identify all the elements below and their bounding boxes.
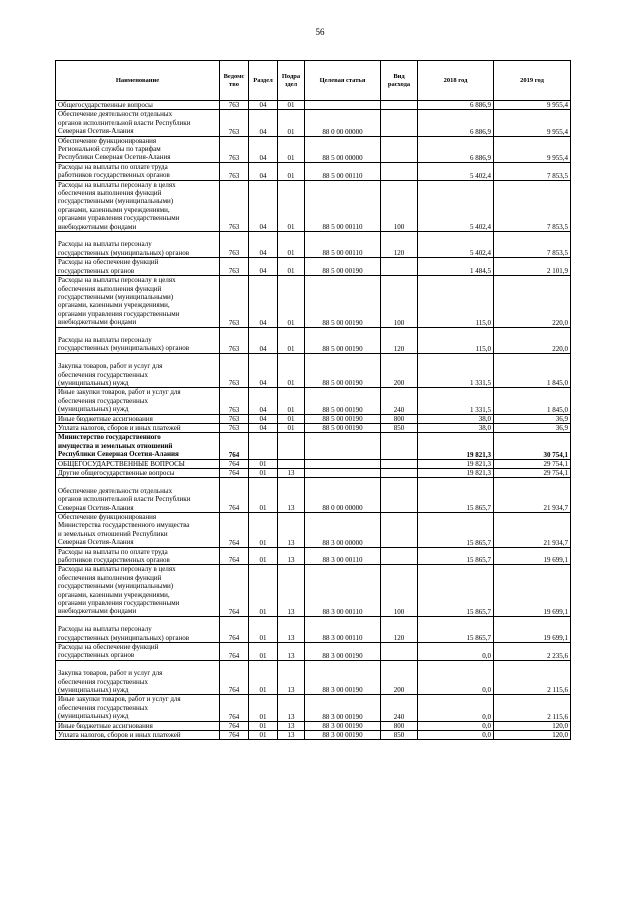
row-name: Расходы на выплаты по оплате труда работников государственных органов	[56, 547, 220, 565]
row-value-2019: 21 934,7	[494, 512, 571, 547]
row-expense-type	[381, 258, 418, 276]
table-row	[56, 388, 571, 414]
row-value-2019: 2 235,6	[494, 643, 571, 661]
row-subsection: 01	[278, 327, 305, 353]
table-row	[56, 643, 571, 661]
row-target-item: 88 0 00 00000	[305, 478, 381, 513]
row-target-item: 88 5 00 00190	[305, 423, 381, 432]
table-row	[56, 565, 571, 616]
table-row	[56, 478, 571, 513]
table-body	[56, 101, 571, 740]
row-expense-type	[381, 478, 418, 513]
row-section: 01	[249, 660, 278, 695]
row-subsection: 01	[278, 353, 305, 388]
table-row	[56, 276, 571, 327]
row-value-2018: 38,0	[418, 414, 494, 423]
row-value-2019: 19 699,1	[494, 616, 571, 642]
row-target-item: 88 3 00 00190	[305, 695, 381, 721]
row-target-item: 88 3 00 00000	[305, 512, 381, 547]
row-target-item: 88 3 00 00190	[305, 731, 381, 740]
row-department: 764	[220, 459, 249, 468]
row-department: 764	[220, 433, 249, 459]
row-subsection: 01	[278, 162, 305, 180]
row-name: Расходы на выплаты персоналу государственных (муниципальных) органов	[56, 327, 220, 353]
table-row	[56, 731, 571, 740]
row-expense-type	[381, 547, 418, 565]
row-section: 04	[249, 232, 278, 258]
table-row	[56, 162, 571, 180]
row-target-item: 88 0 00 00000	[305, 110, 381, 136]
row-subsection: 01	[278, 423, 305, 432]
row-value-2019: 120,0	[494, 731, 571, 740]
row-value-2019: 19 699,1	[494, 547, 571, 565]
row-subsection: 01	[278, 258, 305, 276]
row-section: 01	[249, 695, 278, 721]
row-name: Иные бюджетные ассигнования	[56, 414, 220, 423]
row-value-2019: 21 934,7	[494, 478, 571, 513]
row-value-2019: 9 955,4	[494, 101, 571, 110]
row-target-item: 88 3 00 00110	[305, 565, 381, 616]
header-subsection: Подра здел	[278, 61, 305, 101]
row-name: Другие общегосударственные вопросы	[56, 468, 220, 477]
row-name: Обеспечение деятельности отдельных органов исполнительной власти Республики Северная Осетия-Алания	[56, 478, 220, 513]
row-department: 763	[220, 232, 249, 258]
table-row	[56, 616, 571, 642]
header-year-2019: 2019 год	[494, 61, 571, 101]
row-section: 01	[249, 643, 278, 661]
row-target-item: 88 5 00 00190	[305, 388, 381, 414]
row-expense-type: 240	[381, 695, 418, 721]
row-target-item: 88 5 00 00190	[305, 353, 381, 388]
row-subsection: 01	[278, 276, 305, 327]
row-department: 763	[220, 327, 249, 353]
row-subsection: 13	[278, 731, 305, 740]
row-department: 763	[220, 162, 249, 180]
row-name: Обеспечение функционирования Региональной службы по тарифам Республики Северная Осетия-Алания	[56, 136, 220, 162]
row-section: 01	[249, 459, 278, 468]
row-value-2018: 38,0	[418, 423, 494, 432]
row-value-2019: 29 754,1	[494, 459, 571, 468]
row-value-2019: 1 845,0	[494, 388, 571, 414]
table-row	[56, 547, 571, 565]
row-value-2019: 30 754,1	[494, 433, 571, 459]
row-name: Обеспечение деятельности отдельных органов исполнительной власти Республики Северная Осетия-Алания	[56, 110, 220, 136]
row-expense-type: 200	[381, 660, 418, 695]
row-section: 01	[249, 512, 278, 547]
table-row	[56, 721, 571, 730]
table-header-row	[56, 61, 571, 101]
row-department: 764	[220, 468, 249, 477]
row-section: 01	[249, 478, 278, 513]
row-value-2018: 0,0	[418, 643, 494, 661]
row-subsection: 01	[278, 414, 305, 423]
table-row	[56, 136, 571, 162]
row-value-2018: 1 331,5	[418, 353, 494, 388]
row-target-item: 88 3 00 00190	[305, 660, 381, 695]
row-subsection: 01	[278, 180, 305, 231]
table-row	[56, 232, 571, 258]
row-name: Расходы на выплаты по оплате труда работников государственных органов	[56, 162, 220, 180]
row-target-item: 88 5 00 00190	[305, 327, 381, 353]
row-section: 04	[249, 258, 278, 276]
row-target-item: 88 5 00 00190	[305, 276, 381, 327]
row-value-2019: 220,0	[494, 327, 571, 353]
row-value-2018: 6 886,9	[418, 110, 494, 136]
row-value-2019: 7 853,5	[494, 180, 571, 231]
row-expense-type	[381, 433, 418, 459]
row-subsection: 13	[278, 512, 305, 547]
row-value-2019: 2 115,6	[494, 695, 571, 721]
row-expense-type: 120	[381, 327, 418, 353]
row-department: 764	[220, 478, 249, 513]
table-row	[56, 353, 571, 388]
row-value-2019: 9 955,4	[494, 110, 571, 136]
row-subsection: 13	[278, 695, 305, 721]
row-subsection: 13	[278, 643, 305, 661]
row-value-2018: 1 484,5	[418, 258, 494, 276]
row-subsection: 01	[278, 388, 305, 414]
row-expense-type: 100	[381, 180, 418, 231]
row-department: 763	[220, 180, 249, 231]
row-target-item	[305, 101, 381, 110]
row-subsection: 13	[278, 660, 305, 695]
row-name: Уплата налогов, сборов и иных платежей	[56, 423, 220, 432]
row-expense-type	[381, 110, 418, 136]
row-target-item	[305, 433, 381, 459]
row-expense-type: 120	[381, 616, 418, 642]
row-value-2018: 0,0	[418, 660, 494, 695]
row-section: 01	[249, 547, 278, 565]
row-department: 764	[220, 512, 249, 547]
table-row	[56, 180, 571, 231]
row-name: Расходы на выплаты персоналу в целях обеспечения выполнения функций государственными (муниципальными) органами, казенными учреждениями, органами управления государственными внебюджетными фондами	[56, 276, 220, 327]
row-expense-type	[381, 101, 418, 110]
row-subsection	[278, 433, 305, 459]
table-row	[56, 695, 571, 721]
row-target-item: 88 5 00 00190	[305, 414, 381, 423]
row-name: Расходы на выплаты персоналу государственных (муниципальных) органов	[56, 616, 220, 642]
table-row	[56, 433, 571, 459]
row-department: 764	[220, 695, 249, 721]
header-target-item: Целевая статья	[305, 61, 381, 101]
row-section: 04	[249, 136, 278, 162]
row-target-item	[305, 468, 381, 477]
row-name: Иные закупки товаров, работ и услуг для обеспечения государственных (муниципальных) нужд	[56, 388, 220, 414]
row-name: Расходы на выплаты персоналу государственных (муниципальных) органов	[56, 232, 220, 258]
row-subsection: 13	[278, 616, 305, 642]
row-name: Закупка товаров, работ и услуг для обеспечения государственных (муниципальных) нужд	[56, 353, 220, 388]
row-value-2018: 1 331,5	[418, 388, 494, 414]
row-expense-type	[381, 643, 418, 661]
table-row	[56, 258, 571, 276]
row-expense-type: 240	[381, 388, 418, 414]
row-department: 763	[220, 101, 249, 110]
row-section: 01	[249, 616, 278, 642]
row-value-2018: 19 821,3	[418, 433, 494, 459]
row-name: Министерство государственного имущества и земельных отношений Республики Северная Осетия-Алания	[56, 433, 220, 459]
row-value-2018: 0,0	[418, 695, 494, 721]
row-department: 763	[220, 423, 249, 432]
row-section: 04	[249, 110, 278, 136]
row-value-2018: 0,0	[418, 721, 494, 730]
row-target-item: 88 5 00 00110	[305, 162, 381, 180]
row-target-item: 88 3 00 00190	[305, 643, 381, 661]
row-subsection: 01	[278, 101, 305, 110]
row-section: 01	[249, 731, 278, 740]
row-value-2018: 15 865,7	[418, 547, 494, 565]
row-value-2019: 2 115,6	[494, 660, 571, 695]
row-expense-type: 100	[381, 565, 418, 616]
row-name: Обеспечение функционирования Министерства государственного имущества и земельных отношений Республики Северная Осетия-Алания	[56, 512, 220, 547]
row-section: 01	[249, 721, 278, 730]
row-department: 764	[220, 616, 249, 642]
header-expense-type: Вид расхода	[381, 61, 418, 101]
table-row	[56, 423, 571, 432]
row-value-2019: 7 853,5	[494, 232, 571, 258]
row-department: 763	[220, 276, 249, 327]
row-expense-type	[381, 512, 418, 547]
row-section: 04	[249, 353, 278, 388]
row-target-item: 88 5 00 00190	[305, 258, 381, 276]
row-name: Расходы на обеспечение функций государственных органов	[56, 258, 220, 276]
table-row	[56, 512, 571, 547]
row-target-item: 88 5 00 00110	[305, 232, 381, 258]
header-name: Наименование	[56, 61, 220, 101]
row-department: 763	[220, 110, 249, 136]
row-section	[249, 433, 278, 459]
row-value-2019: 36,9	[494, 414, 571, 423]
row-section: 04	[249, 327, 278, 353]
row-value-2018: 15 865,7	[418, 512, 494, 547]
row-value-2018: 19 821,3	[418, 468, 494, 477]
row-name: Расходы на выплаты персоналу в целях обеспечения выполнения функций государственными (муниципальными) органами, казенными учреждениями, органами управления государственными внебюджетными фондами	[56, 565, 220, 616]
row-target-item: 88 3 00 00190	[305, 721, 381, 730]
row-value-2018: 5 402,4	[418, 232, 494, 258]
row-value-2018: 15 865,7	[418, 565, 494, 616]
row-section: 04	[249, 180, 278, 231]
row-subsection: 13	[278, 547, 305, 565]
row-subsection: 01	[278, 232, 305, 258]
row-section: 04	[249, 101, 278, 110]
table-row	[56, 327, 571, 353]
table-row	[56, 468, 571, 477]
row-expense-type	[381, 468, 418, 477]
header-year-2018: 2018 год	[418, 61, 494, 101]
table-row	[56, 110, 571, 136]
row-subsection: 13	[278, 721, 305, 730]
row-subsection	[278, 459, 305, 468]
row-subsection: 13	[278, 478, 305, 513]
row-department: 764	[220, 643, 249, 661]
row-department: 764	[220, 547, 249, 565]
table-row	[56, 101, 571, 110]
row-value-2018: 15 865,7	[418, 616, 494, 642]
row-name: Расходы на выплаты персоналу в целях обеспечения выполнения функций государственными (муниципальными) органами, казенными учреждениями, органами управления государственными внебюджетными фондами	[56, 180, 220, 231]
row-name: Иные бюджетные ассигнования	[56, 721, 220, 730]
row-value-2018: 5 402,4	[418, 162, 494, 180]
row-name: Общегосударственные вопросы	[56, 101, 220, 110]
row-value-2019: 2 101,9	[494, 258, 571, 276]
row-expense-type: 850	[381, 731, 418, 740]
row-value-2018: 0,0	[418, 731, 494, 740]
row-expense-type	[381, 136, 418, 162]
row-expense-type: 120	[381, 232, 418, 258]
row-name: Закупка товаров, работ и услуг для обеспечения государственных (муниципальных) нужд	[56, 660, 220, 695]
row-section: 04	[249, 414, 278, 423]
row-value-2019: 9 955,4	[494, 136, 571, 162]
row-department: 764	[220, 721, 249, 730]
row-value-2019: 19 699,1	[494, 565, 571, 616]
row-subsection: 13	[278, 565, 305, 616]
page-number: 56	[315, 27, 325, 37]
row-value-2019: 220,0	[494, 276, 571, 327]
row-target-item: 88 3 00 00110	[305, 616, 381, 642]
row-value-2019: 36,9	[494, 423, 571, 432]
row-subsection: 01	[278, 110, 305, 136]
row-expense-type	[381, 459, 418, 468]
row-target-item: 88 5 00 00000	[305, 136, 381, 162]
row-name: Уплата налогов, сборов и иных платежей	[56, 731, 220, 740]
row-department: 764	[220, 731, 249, 740]
row-section: 04	[249, 276, 278, 327]
row-expense-type: 850	[381, 423, 418, 432]
row-value-2018: 19 821,3	[418, 459, 494, 468]
header-section: Раздел	[249, 61, 278, 101]
row-expense-type: 800	[381, 721, 418, 730]
row-value-2019: 7 853,5	[494, 162, 571, 180]
table-row	[56, 414, 571, 423]
row-value-2018: 115,0	[418, 327, 494, 353]
row-section: 01	[249, 468, 278, 477]
row-value-2018: 6 886,9	[418, 101, 494, 110]
row-value-2018: 115,0	[418, 276, 494, 327]
row-target-item	[305, 459, 381, 468]
row-department: 763	[220, 353, 249, 388]
row-section: 01	[249, 565, 278, 616]
row-department: 763	[220, 414, 249, 423]
row-section: 04	[249, 423, 278, 432]
row-name: Расходы на обеспечение функций государственных органов	[56, 643, 220, 661]
row-subsection: 01	[278, 136, 305, 162]
row-department: 763	[220, 136, 249, 162]
table-row	[56, 459, 571, 468]
row-department: 763	[220, 258, 249, 276]
row-target-item: 88 5 00 00110	[305, 180, 381, 231]
row-value-2019: 29 754,1	[494, 468, 571, 477]
row-name: ОБЩЕГОСУДАРСТВЕННЫЕ ВОПРОСЫ	[56, 459, 220, 468]
row-expense-type: 800	[381, 414, 418, 423]
row-value-2019: 120,0	[494, 721, 571, 730]
row-department: 763	[220, 388, 249, 414]
budget-table	[55, 60, 571, 740]
row-value-2018: 5 402,4	[418, 180, 494, 231]
row-target-item: 88 3 00 00110	[305, 547, 381, 565]
row-expense-type: 100	[381, 276, 418, 327]
header-department: Ведомс тво	[220, 61, 249, 101]
row-value-2019: 1 845,0	[494, 353, 571, 388]
row-expense-type: 200	[381, 353, 418, 388]
row-subsection: 13	[278, 468, 305, 477]
row-section: 04	[249, 388, 278, 414]
row-value-2018: 15 865,7	[418, 478, 494, 513]
row-section: 04	[249, 162, 278, 180]
row-expense-type	[381, 162, 418, 180]
row-department: 764	[220, 660, 249, 695]
row-value-2018: 6 886,9	[418, 136, 494, 162]
row-name: Иные закупки товаров, работ и услуг для обеспечения государственных (муниципальных) нужд	[56, 695, 220, 721]
table-row	[56, 660, 571, 695]
row-department: 764	[220, 565, 249, 616]
